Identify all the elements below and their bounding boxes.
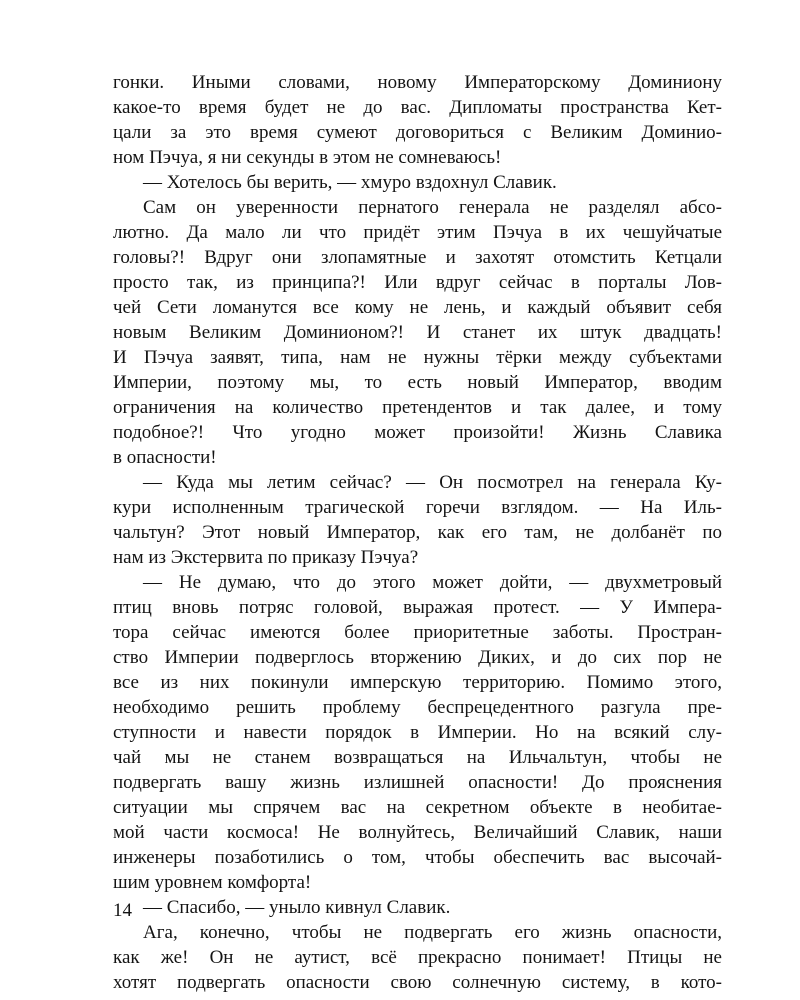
- text-line: тора сейчас имеются более приоритетные заботы. Простран-: [113, 622, 722, 643]
- text-line: ступности и навести порядок в Империи. Но на всякий слу-: [113, 722, 722, 743]
- text-line: как же! Он не аутист, всё прекрасно понимает! Птицы не: [113, 947, 722, 968]
- text-line: какое-то время будет не до вас. Дипломаты пространства Кет-: [113, 97, 722, 118]
- text-line: нам из Экстервита по приказу Пэчуа?: [113, 547, 419, 568]
- text-line: головы?! Вдруг они злопамятные и захотят отомстить Кетцали: [113, 247, 722, 268]
- text-line: все из них покинули имперскую территорию. Помимо этого,: [113, 672, 722, 693]
- text-line: чай мы не станем возвращаться на Ильчальтун, чтобы не: [113, 747, 722, 768]
- text-line: цали за это время сумеют договориться с Великим Доминио-: [113, 122, 722, 143]
- text-line: Империи, поэтому мы, то есть новый Император, вводим: [113, 372, 722, 393]
- text-line: — Спасибо, — уныло кивнул Славик.: [143, 897, 451, 918]
- text-line: чей Сети ломанутся все кому не лень, и каждый объявит себя: [113, 297, 722, 318]
- text-line: новым Великим Доминионом?! И станет их штук двадцать!: [113, 322, 722, 343]
- text-line: — Куда мы летим сейчас? — Он посмотрел на генерала Ку-: [143, 472, 722, 493]
- text-line: чальтун? Этот новый Император, как его там, не долбанёт по: [113, 522, 722, 543]
- text-line: Сам он уверенности пернатого генерала не разделял абсо-: [143, 197, 722, 218]
- text-line: ство Империи подверглось вторжению Диких, и до сих пор не: [113, 647, 722, 668]
- text-line: мой части космоса! Не волнуйтесь, Величайший Славик, наши: [113, 822, 722, 843]
- book-page-text: [113, 70, 722, 995]
- text-line: лютно. Да мало ли что придёт этим Пэчуа в их чешуйчатые: [113, 222, 722, 243]
- text-line: Ага, конечно, чтобы не подвергать его жизнь опасности,: [143, 922, 722, 943]
- text-line: ном Пэчуа, я ни секунды в этом не сомневаюсь!: [113, 147, 502, 168]
- text-line: птиц вновь потряс головой, выражая протест. — У Импера-: [113, 597, 722, 618]
- text-line: подобное?! Что угодно может произойти! Жизнь Славика: [113, 422, 722, 443]
- text-line: необходимо решить проблему беспрецедентного разгула пре-: [113, 697, 722, 718]
- text-line: шим уровнем комфорта!: [113, 872, 312, 893]
- text-line: кури исполненным трагической горечи взглядом. — На Иль-: [113, 497, 722, 518]
- text-line: просто так, из принципа?! Или вдруг сейчас в порталы Лов-: [113, 272, 722, 293]
- text-line: подвергать вашу жизнь излишней опасности! До прояснения: [113, 772, 722, 793]
- text-line: хотят подвергать опасности свою солнечную систему, в кото-: [113, 972, 722, 993]
- text-line: гонки. Иными словами, новому Императорскому Доминиону: [113, 72, 722, 93]
- page-number: 14: [113, 900, 132, 921]
- text-line: ограничения на количество претендентов и так далее, и тому: [113, 397, 722, 418]
- text-line: И Пэчуа заявят, типа, нам не нужны тёрки между субъектами: [113, 347, 722, 368]
- text-line: — Не думаю, что до этого может дойти, — двухметровый: [143, 572, 722, 593]
- text-line: ситуации мы спрячем вас на секретном объекте в необитае-: [113, 797, 722, 818]
- text-line: — Хотелось бы верить, — хмуро вздохнул Славик.: [143, 172, 557, 193]
- text-line: в опасности!: [113, 447, 217, 468]
- text-line: инженеры позаботились о том, чтобы обеспечить вас высочай-: [113, 847, 722, 868]
